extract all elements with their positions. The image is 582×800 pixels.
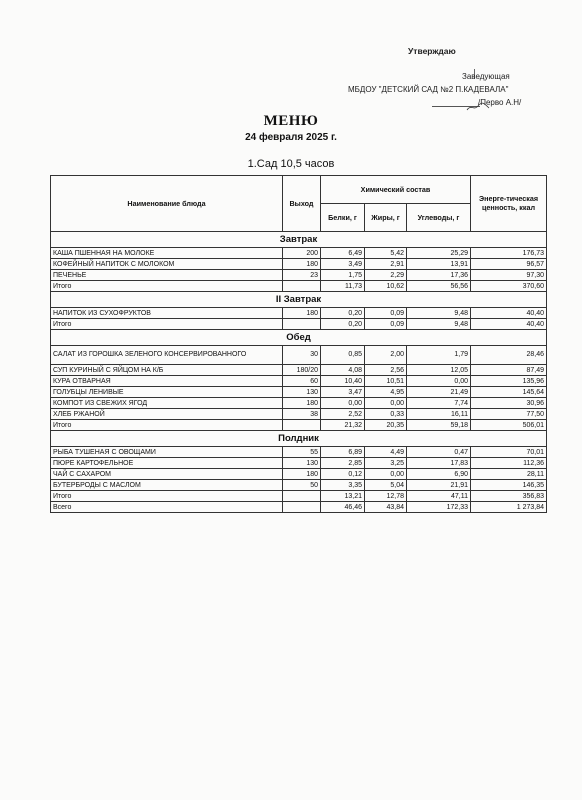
dish-proteins: 6,49	[321, 248, 365, 259]
total-proteins: 13,21	[321, 491, 365, 502]
dish-carbs: 1,79	[407, 346, 471, 365]
dish-energy: 77,50	[471, 409, 547, 420]
table-row	[51, 346, 547, 365]
menu-body	[51, 232, 547, 513]
approval-name: /Перво А.Н/	[478, 98, 522, 107]
table-row	[51, 248, 547, 259]
dish-name: РЫБА ТУШЕНАЯ С ОВОЩАМИ	[51, 447, 283, 458]
grand-total-output	[283, 502, 321, 513]
dish-fats: 5,04	[365, 480, 407, 491]
dish-output: 55	[283, 447, 321, 458]
dish-proteins: 3,35	[321, 480, 365, 491]
table-row	[51, 469, 547, 480]
group-label: 1.Сад 10,5 часов	[247, 158, 335, 170]
dish-carbs: 17,36	[407, 270, 471, 281]
dish-fats: 0,00	[365, 398, 407, 409]
dish-output: 38	[283, 409, 321, 420]
dish-output: 50	[283, 480, 321, 491]
dish-energy: 30,96	[471, 398, 547, 409]
table-row	[51, 458, 547, 469]
section-header-row	[51, 330, 547, 346]
total-row	[51, 491, 547, 502]
total-proteins: 11,73	[321, 281, 365, 292]
header-output: Выход	[283, 176, 321, 232]
dish-carbs: 25,29	[407, 248, 471, 259]
dish-energy: 87,49	[471, 365, 547, 376]
dish-proteins: 3,49	[321, 259, 365, 270]
dish-proteins: 0,85	[321, 346, 365, 365]
grand-total-row	[51, 502, 547, 513]
dish-output: 180	[283, 259, 321, 270]
total-row	[51, 420, 547, 431]
dish-name: КОФЕЙНЫЙ НАПИТОК С МОЛОКОМ	[51, 259, 283, 270]
dish-output: 180	[283, 308, 321, 319]
total-label: Итого	[51, 420, 283, 431]
section-header-row	[51, 292, 547, 308]
total-label: Итого	[51, 319, 283, 330]
table-row	[51, 259, 547, 270]
dish-carbs: 17,83	[407, 458, 471, 469]
dish-proteins: 1,75	[321, 270, 365, 281]
dish-fats: 2,91	[365, 259, 407, 270]
dish-fats: 2,56	[365, 365, 407, 376]
section-title: Полдник	[51, 431, 547, 447]
dish-fats: 0,09	[365, 308, 407, 319]
dish-proteins: 2,52	[321, 409, 365, 420]
dish-output: 130	[283, 387, 321, 398]
dish-energy: 145,64	[471, 387, 547, 398]
total-proteins: 21,32	[321, 420, 365, 431]
dish-fats: 4,49	[365, 447, 407, 458]
grand-total-carbs: 172,33	[407, 502, 471, 513]
total-carbs: 56,56	[407, 281, 471, 292]
dish-carbs: 6,90	[407, 469, 471, 480]
section-title: II Завтрак	[51, 292, 547, 308]
dish-name: ЧАЙ С САХАРОМ	[51, 469, 283, 480]
total-carbs: 59,18	[407, 420, 471, 431]
total-label: Итого	[51, 281, 283, 292]
dish-proteins: 2,85	[321, 458, 365, 469]
total-output	[283, 420, 321, 431]
dish-name: КОМПОТ ИЗ СВЕЖИХ ЯГОД	[51, 398, 283, 409]
dish-carbs: 12,05	[407, 365, 471, 376]
total-fats: 0,09	[365, 319, 407, 330]
header-carbs: Углеводы, г	[407, 204, 471, 232]
section-header-row	[51, 431, 547, 447]
dish-name: САЛАТ ИЗ ГОРОШКА ЗЕЛЕНОГО КОНСЕРВИРОВАННОГО	[51, 346, 283, 365]
dish-carbs: 16,11	[407, 409, 471, 420]
dish-proteins: 4,08	[321, 365, 365, 376]
dish-name: КУРА ОТВАРНАЯ	[51, 376, 283, 387]
dish-output: 180	[283, 469, 321, 480]
total-fats: 20,35	[365, 420, 407, 431]
total-energy: 40,40	[471, 319, 547, 330]
approval-title: Утверждаю	[408, 46, 456, 56]
total-carbs: 9,48	[407, 319, 471, 330]
dish-fats: 2,29	[365, 270, 407, 281]
dish-fats: 2,00	[365, 346, 407, 365]
table-row	[51, 365, 547, 376]
total-row	[51, 281, 547, 292]
dish-carbs: 21,91	[407, 480, 471, 491]
dish-output: 60	[283, 376, 321, 387]
dish-output: 180	[283, 398, 321, 409]
dish-energy: 97,30	[471, 270, 547, 281]
total-energy: 356,83	[471, 491, 547, 502]
menu-date: 24 февраля 2025 г.	[245, 132, 337, 143]
dish-name: ГОЛУБЦЫ ЛЕНИВЫЕ	[51, 387, 283, 398]
total-output	[283, 491, 321, 502]
dish-name: НАПИТОК ИЗ СУХОФРУКТОВ	[51, 308, 283, 319]
section-title: Обед	[51, 330, 547, 346]
dish-energy: 146,35	[471, 480, 547, 491]
dish-proteins: 6,89	[321, 447, 365, 458]
dish-proteins: 0,00	[321, 398, 365, 409]
dish-fats: 5,42	[365, 248, 407, 259]
grand-total-fats: 43,84	[365, 502, 407, 513]
total-proteins: 0,20	[321, 319, 365, 330]
dish-proteins: 0,20	[321, 308, 365, 319]
total-label: Итого	[51, 491, 283, 502]
dish-proteins: 0,12	[321, 469, 365, 480]
dish-carbs: 7,74	[407, 398, 471, 409]
dish-name: СУП КУРИНЫЙ С ЯЙЦОМ НА К/Б	[51, 365, 283, 376]
total-carbs: 47,11	[407, 491, 471, 502]
menu-title: МЕНЮ	[263, 113, 319, 129]
dish-energy: 40,40	[471, 308, 547, 319]
dish-proteins: 10,40	[321, 376, 365, 387]
dish-name: БУТЕРБРОДЫ С МАСЛОМ	[51, 480, 283, 491]
total-output	[283, 319, 321, 330]
dish-fats: 10,51	[365, 376, 407, 387]
approval-role: Заведующая	[462, 72, 510, 81]
dish-energy: 176,73	[471, 248, 547, 259]
grand-total-energy: 1 273,84	[471, 502, 547, 513]
header-chem: Химический состав	[321, 176, 471, 204]
total-fats: 12,78	[365, 491, 407, 502]
total-energy: 370,60	[471, 281, 547, 292]
dish-carbs: 0,00	[407, 376, 471, 387]
dish-output: 180/20	[283, 365, 321, 376]
dish-energy: 28,46	[471, 346, 547, 365]
dish-name: КАША ПШЕННАЯ НА МОЛОКЕ	[51, 248, 283, 259]
approval-org: МБДОУ "ДЕТСКИЙ САД №2 П.КАДЕВАЛА"	[348, 85, 509, 94]
dish-energy: 28,11	[471, 469, 547, 480]
header-dish: Наименование блюда	[51, 176, 283, 232]
table-row	[51, 409, 547, 420]
dish-energy: 112,36	[471, 458, 547, 469]
dish-carbs: 9,48	[407, 308, 471, 319]
dish-name: ХЛЕБ РЖАНОЙ	[51, 409, 283, 420]
section-header-row	[51, 232, 547, 248]
dish-output: 130	[283, 458, 321, 469]
dish-carbs: 21,49	[407, 387, 471, 398]
dish-energy: 70,01	[471, 447, 547, 458]
total-fats: 10,62	[365, 281, 407, 292]
dish-fats: 4,95	[365, 387, 407, 398]
dish-name: ПЕЧЕНЬЕ	[51, 270, 283, 281]
table-row	[51, 308, 547, 319]
total-energy: 506,01	[471, 420, 547, 431]
dish-output: 200	[283, 248, 321, 259]
dish-fats: 3,25	[365, 458, 407, 469]
table-row	[51, 387, 547, 398]
total-output	[283, 281, 321, 292]
dish-carbs: 0,47	[407, 447, 471, 458]
dish-output: 23	[283, 270, 321, 281]
table-row	[51, 376, 547, 387]
header-proteins: Белки, г	[321, 204, 365, 232]
menu-table	[50, 175, 547, 513]
dish-name: ПЮРЕ КАРТОФЕЛЬНОЕ	[51, 458, 283, 469]
dish-output: 30	[283, 346, 321, 365]
table-row	[51, 447, 547, 458]
dish-fats: 0,00	[365, 469, 407, 480]
dish-proteins: 3,47	[321, 387, 365, 398]
grand-total-proteins: 46,46	[321, 502, 365, 513]
table-row	[51, 480, 547, 491]
header-fats: Жиры, г	[365, 204, 407, 232]
dish-fats: 0,33	[365, 409, 407, 420]
table-row	[51, 398, 547, 409]
table-row	[51, 270, 547, 281]
total-row	[51, 319, 547, 330]
dish-energy: 135,96	[471, 376, 547, 387]
header-energy: Энерге-тическая ценность, ккал	[471, 176, 547, 232]
dish-carbs: 13,91	[407, 259, 471, 270]
dish-energy: 96,57	[471, 259, 547, 270]
section-title: Завтрак	[51, 232, 547, 248]
grand-total-label: Всего	[51, 502, 283, 513]
